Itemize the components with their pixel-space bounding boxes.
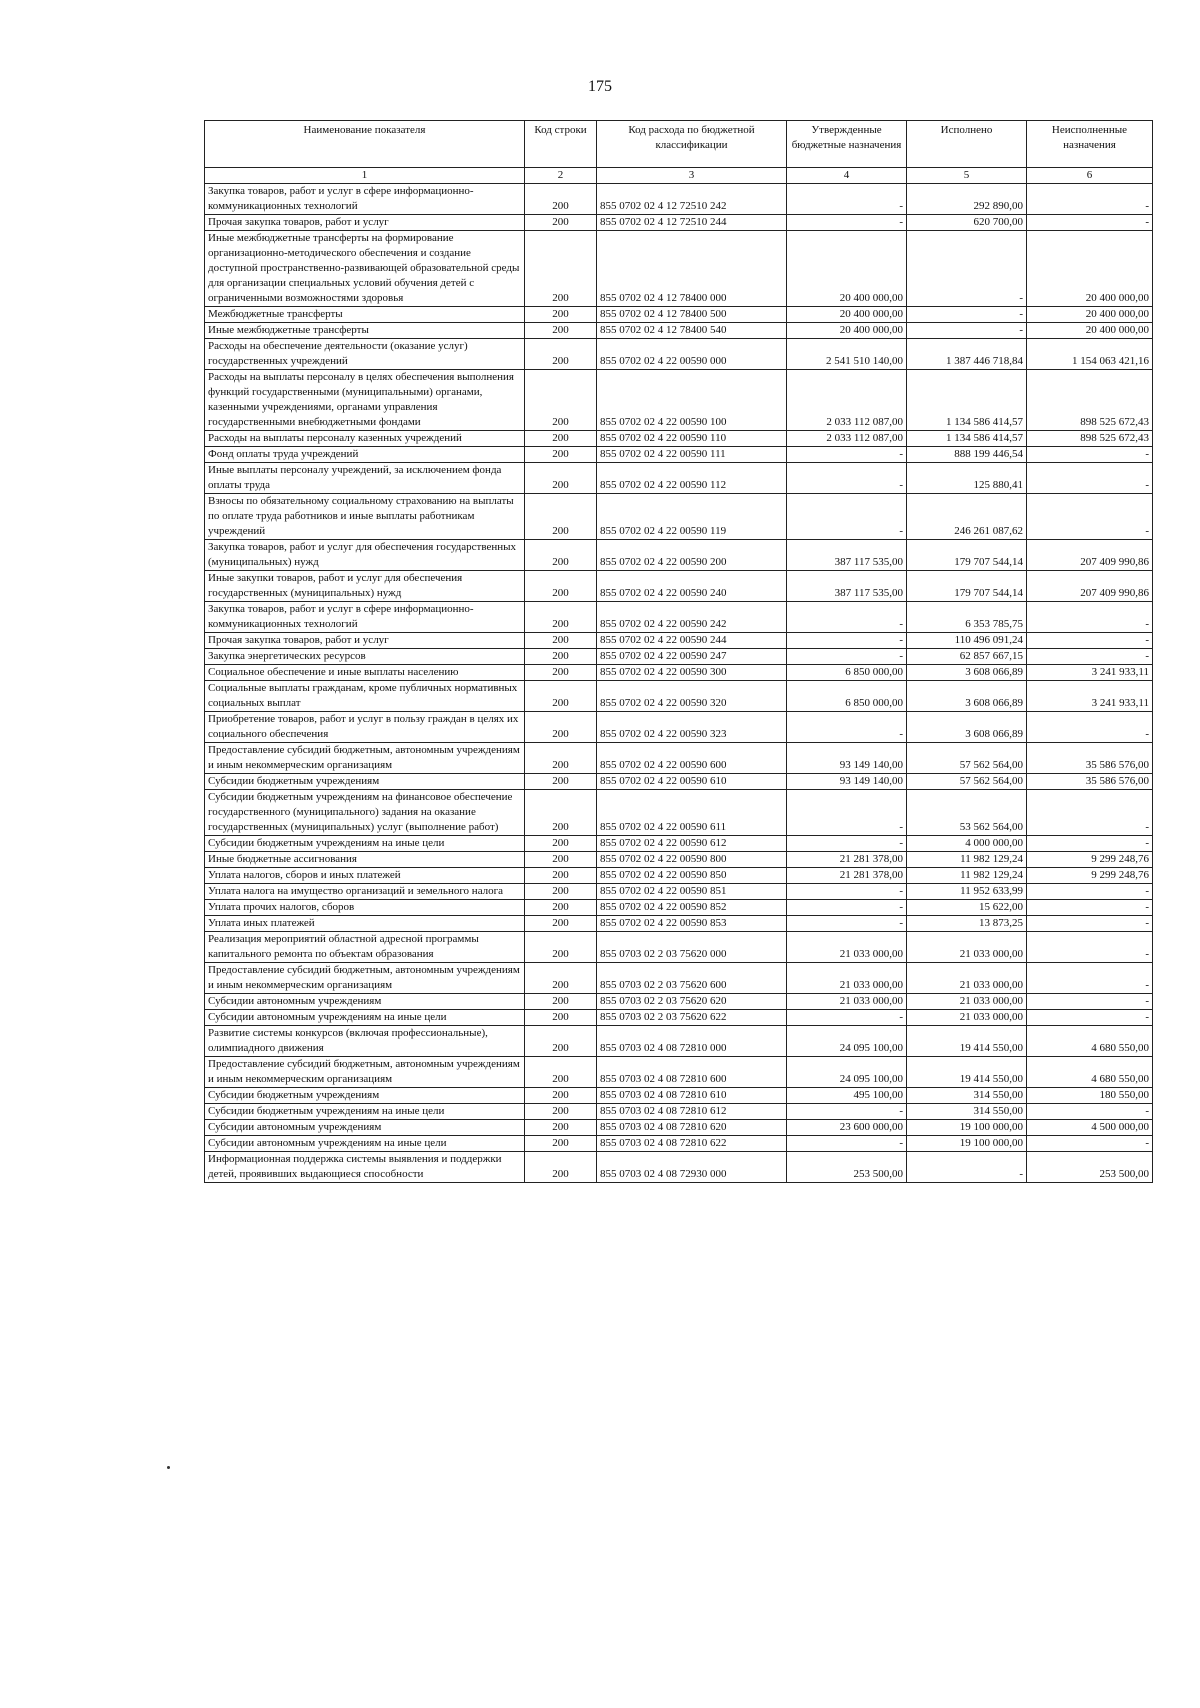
row-unexecuted: - xyxy=(1027,1136,1153,1152)
row-approved: 6 850 000,00 xyxy=(787,681,907,712)
row-executed: 13 873,25 xyxy=(907,916,1027,932)
row-approved: 21 033 000,00 xyxy=(787,932,907,963)
row-unexecuted: 3 241 933,11 xyxy=(1027,665,1153,681)
row-name: Уплата налогов, сборов и иных платежей xyxy=(205,868,525,884)
row-executed: - xyxy=(907,323,1027,339)
row-unexecuted: - xyxy=(1027,836,1153,852)
row-executed: 1 134 586 414,57 xyxy=(907,370,1027,431)
table-row xyxy=(205,633,1153,649)
row-line-code: 200 xyxy=(525,1057,597,1088)
table-row xyxy=(205,494,1153,540)
stray-dot xyxy=(167,1466,170,1469)
row-unexecuted: 253 500,00 xyxy=(1027,1152,1153,1183)
row-name: Иные бюджетные ассигнования xyxy=(205,852,525,868)
row-line-code: 200 xyxy=(525,790,597,836)
table-row xyxy=(205,649,1153,665)
row-name: Расходы на выплаты персоналу в целях обеспечения выполнения функций государственными (муниципальными) органами, казенными учреждениями, органами управления государственными внебюджетными фондами xyxy=(205,370,525,431)
row-unexecuted: - xyxy=(1027,884,1153,900)
table-row xyxy=(205,1026,1153,1057)
row-name: Уплата налога на имущество организаций и земельного налога xyxy=(205,884,525,900)
row-approved: - xyxy=(787,884,907,900)
table-row xyxy=(205,932,1153,963)
row-approved: - xyxy=(787,836,907,852)
row-executed: 110 496 091,24 xyxy=(907,633,1027,649)
row-expense-code: 855 0703 02 4 08 72810 610 xyxy=(597,1088,787,1104)
row-line-code: 200 xyxy=(525,571,597,602)
row-unexecuted: 20 400 000,00 xyxy=(1027,231,1153,307)
row-expense-code: 855 0703 02 4 08 72810 620 xyxy=(597,1120,787,1136)
row-expense-code: 855 0702 02 4 22 00590 119 xyxy=(597,494,787,540)
row-name: Прочая закупка товаров, работ и услуг xyxy=(205,633,525,649)
row-line-code: 200 xyxy=(525,884,597,900)
row-executed: 19 414 550,00 xyxy=(907,1026,1027,1057)
row-expense-code: 855 0702 02 4 22 00590 800 xyxy=(597,852,787,868)
row-name: Расходы на обеспечение деятельности (оказание услуг) государственных учреждений xyxy=(205,339,525,370)
table-row xyxy=(205,994,1153,1010)
row-executed: 3 608 066,89 xyxy=(907,681,1027,712)
table-row xyxy=(205,712,1153,743)
row-executed: 888 199 446,54 xyxy=(907,447,1027,463)
table-body xyxy=(205,184,1153,1183)
table-row xyxy=(205,602,1153,633)
row-name: Приобретение товаров, работ и услуг в пользу граждан в целях их социального обеспечения xyxy=(205,712,525,743)
row-executed: 57 562 564,00 xyxy=(907,743,1027,774)
table-row xyxy=(205,1152,1153,1183)
row-executed: 21 033 000,00 xyxy=(907,963,1027,994)
table-row xyxy=(205,743,1153,774)
header-line-code: Код строки xyxy=(525,121,597,168)
row-approved: - xyxy=(787,633,907,649)
row-expense-code: 855 0703 02 2 03 75620 000 xyxy=(597,932,787,963)
row-executed: 179 707 544,14 xyxy=(907,540,1027,571)
row-line-code: 200 xyxy=(525,900,597,916)
row-approved: 20 400 000,00 xyxy=(787,231,907,307)
row-line-code: 200 xyxy=(525,852,597,868)
row-unexecuted: - xyxy=(1027,790,1153,836)
row-line-code: 200 xyxy=(525,215,597,231)
row-unexecuted: 4 680 550,00 xyxy=(1027,1026,1153,1057)
row-name: Взносы по обязательному социальному страхованию на выплаты по оплате труда работников и иные выплаты работникам учреждений xyxy=(205,494,525,540)
row-expense-code: 855 0702 02 4 12 78400 540 xyxy=(597,323,787,339)
row-line-code: 200 xyxy=(525,712,597,743)
row-executed: 19 414 550,00 xyxy=(907,1057,1027,1088)
row-line-code: 200 xyxy=(525,665,597,681)
row-name: Уплата прочих налогов, сборов xyxy=(205,900,525,916)
row-unexecuted: - xyxy=(1027,602,1153,633)
row-name: Иные закупки товаров, работ и услуг для обеспечения государственных (муниципальных) нужд xyxy=(205,571,525,602)
row-name: Развитие системы конкурсов (включая профессиональные), олимпиадного движения xyxy=(205,1026,525,1057)
row-name: Субсидии бюджетным учреждениям на иные цели xyxy=(205,1104,525,1120)
row-expense-code: 855 0702 02 4 22 00590 611 xyxy=(597,790,787,836)
row-approved: - xyxy=(787,712,907,743)
row-name: Социальные выплаты гражданам, кроме публичных нормативных социальных выплат xyxy=(205,681,525,712)
row-executed: 21 033 000,00 xyxy=(907,932,1027,963)
row-unexecuted: - xyxy=(1027,494,1153,540)
table-row xyxy=(205,916,1153,932)
row-executed: 62 857 667,15 xyxy=(907,649,1027,665)
table-row xyxy=(205,540,1153,571)
row-name: Межбюджетные трансферты xyxy=(205,307,525,323)
table-row xyxy=(205,1010,1153,1026)
row-expense-code: 855 0702 02 4 22 00590 612 xyxy=(597,836,787,852)
row-approved: - xyxy=(787,1104,907,1120)
row-unexecuted: 9 299 248,76 xyxy=(1027,868,1153,884)
table-row xyxy=(205,665,1153,681)
row-executed: - xyxy=(907,1152,1027,1183)
row-approved: 93 149 140,00 xyxy=(787,743,907,774)
row-expense-code: 855 0703 02 4 08 72810 622 xyxy=(597,1136,787,1152)
row-expense-code: 855 0702 02 4 22 00590 850 xyxy=(597,868,787,884)
row-unexecuted: 180 550,00 xyxy=(1027,1088,1153,1104)
row-expense-code: 855 0702 02 4 22 00590 600 xyxy=(597,743,787,774)
column-number-row xyxy=(205,168,1153,184)
row-unexecuted: 207 409 990,86 xyxy=(1027,540,1153,571)
row-unexecuted: 20 400 000,00 xyxy=(1027,307,1153,323)
column-number: 6 xyxy=(1027,168,1153,184)
header-approved: Утвержденные бюджетные назначения xyxy=(787,121,907,168)
row-name: Социальное обеспечение и иные выплаты населению xyxy=(205,665,525,681)
row-executed: 11 982 129,24 xyxy=(907,852,1027,868)
row-unexecuted: - xyxy=(1027,215,1153,231)
table-row xyxy=(205,852,1153,868)
row-name: Субсидии автономным учреждениям xyxy=(205,994,525,1010)
row-approved: 20 400 000,00 xyxy=(787,323,907,339)
row-line-code: 200 xyxy=(525,447,597,463)
row-line-code: 200 xyxy=(525,370,597,431)
row-executed: 3 608 066,89 xyxy=(907,665,1027,681)
row-expense-code: 855 0702 02 4 12 72510 244 xyxy=(597,215,787,231)
table-row xyxy=(205,431,1153,447)
row-line-code: 200 xyxy=(525,231,597,307)
row-line-code: 200 xyxy=(525,307,597,323)
row-line-code: 200 xyxy=(525,540,597,571)
row-name: Иные межбюджетные трансферты xyxy=(205,323,525,339)
row-name: Субсидии автономным учреждениям на иные цели xyxy=(205,1010,525,1026)
row-expense-code: 855 0702 02 4 22 00590 851 xyxy=(597,884,787,900)
row-expense-code: 855 0703 02 2 03 75620 622 xyxy=(597,1010,787,1026)
row-name: Субсидии бюджетным учреждениям xyxy=(205,1088,525,1104)
row-line-code: 200 xyxy=(525,649,597,665)
row-executed: 19 100 000,00 xyxy=(907,1120,1027,1136)
table-row xyxy=(205,884,1153,900)
row-unexecuted: 1 154 063 421,16 xyxy=(1027,339,1153,370)
row-unexecuted: - xyxy=(1027,633,1153,649)
row-name: Предоставление субсидий бюджетным, автономным учреждениям и иным некоммерческим организациям xyxy=(205,963,525,994)
row-approved: - xyxy=(787,494,907,540)
row-approved: - xyxy=(787,215,907,231)
row-executed: 3 608 066,89 xyxy=(907,712,1027,743)
row-line-code: 200 xyxy=(525,494,597,540)
row-unexecuted: - xyxy=(1027,1104,1153,1120)
row-name: Закупка товаров, работ и услуг для обеспечения государственных (муниципальных) нужд xyxy=(205,540,525,571)
table-row xyxy=(205,1088,1153,1104)
row-executed: 19 100 000,00 xyxy=(907,1136,1027,1152)
row-approved: 21 281 378,00 xyxy=(787,852,907,868)
row-executed: 21 033 000,00 xyxy=(907,1010,1027,1026)
row-expense-code: 855 0702 02 4 22 00590 320 xyxy=(597,681,787,712)
table-row xyxy=(205,774,1153,790)
table-row xyxy=(205,681,1153,712)
table-row xyxy=(205,370,1153,431)
budget-execution-table xyxy=(204,120,1153,1183)
row-line-code: 200 xyxy=(525,339,597,370)
row-executed: 292 890,00 xyxy=(907,184,1027,215)
table-row xyxy=(205,184,1153,215)
row-expense-code: 855 0702 02 4 22 00590 112 xyxy=(597,463,787,494)
row-approved: - xyxy=(787,1010,907,1026)
row-name: Предоставление субсидий бюджетным, автономным учреждениям и иным некоммерческим организациям xyxy=(205,743,525,774)
row-executed: 620 700,00 xyxy=(907,215,1027,231)
table-row xyxy=(205,215,1153,231)
row-line-code: 200 xyxy=(525,681,597,712)
table-row xyxy=(205,900,1153,916)
row-expense-code: 855 0702 02 4 22 00590 110 xyxy=(597,431,787,447)
row-name: Субсидии бюджетным учреждениям на иные цели xyxy=(205,836,525,852)
row-expense-code: 855 0702 02 4 22 00590 323 xyxy=(597,712,787,743)
row-unexecuted: 207 409 990,86 xyxy=(1027,571,1153,602)
row-expense-code: 855 0702 02 4 22 00590 300 xyxy=(597,665,787,681)
row-expense-code: 855 0702 02 4 22 00590 100 xyxy=(597,370,787,431)
table-row xyxy=(205,307,1153,323)
table-row xyxy=(205,836,1153,852)
column-number: 3 xyxy=(597,168,787,184)
table-row xyxy=(205,1057,1153,1088)
row-executed: 314 550,00 xyxy=(907,1104,1027,1120)
row-unexecuted: - xyxy=(1027,184,1153,215)
row-approved: 253 500,00 xyxy=(787,1152,907,1183)
row-line-code: 200 xyxy=(525,774,597,790)
row-approved: 21 033 000,00 xyxy=(787,963,907,994)
row-line-code: 200 xyxy=(525,932,597,963)
row-unexecuted: - xyxy=(1027,649,1153,665)
row-name: Реализация мероприятий областной адресной программы капитального ремонта по объектам образования xyxy=(205,932,525,963)
row-line-code: 200 xyxy=(525,1026,597,1057)
row-approved: 2 033 112 087,00 xyxy=(787,370,907,431)
row-unexecuted: - xyxy=(1027,712,1153,743)
row-approved: 20 400 000,00 xyxy=(787,307,907,323)
row-executed: 15 622,00 xyxy=(907,900,1027,916)
row-unexecuted: 3 241 933,11 xyxy=(1027,681,1153,712)
row-unexecuted: 9 299 248,76 xyxy=(1027,852,1153,868)
table-row xyxy=(205,323,1153,339)
row-name: Прочая закупка товаров, работ и услуг xyxy=(205,215,525,231)
row-expense-code: 855 0703 02 4 08 72810 000 xyxy=(597,1026,787,1057)
row-line-code: 200 xyxy=(525,633,597,649)
row-expense-code: 855 0702 02 4 22 00590 111 xyxy=(597,447,787,463)
row-approved: 6 850 000,00 xyxy=(787,665,907,681)
row-unexecuted: - xyxy=(1027,916,1153,932)
table-header-row xyxy=(205,121,1153,168)
row-approved: 2 033 112 087,00 xyxy=(787,431,907,447)
row-executed: - xyxy=(907,231,1027,307)
row-unexecuted: - xyxy=(1027,994,1153,1010)
row-approved: - xyxy=(787,649,907,665)
row-unexecuted: 898 525 672,43 xyxy=(1027,370,1153,431)
row-line-code: 200 xyxy=(525,431,597,447)
row-unexecuted: - xyxy=(1027,1010,1153,1026)
row-name: Расходы на выплаты персоналу казенных учреждений xyxy=(205,431,525,447)
row-executed: 57 562 564,00 xyxy=(907,774,1027,790)
row-unexecuted: 4 680 550,00 xyxy=(1027,1057,1153,1088)
row-approved: 24 095 100,00 xyxy=(787,1057,907,1088)
row-approved: 24 095 100,00 xyxy=(787,1026,907,1057)
row-line-code: 200 xyxy=(525,1104,597,1120)
row-name: Иные выплаты персоналу учреждений, за исключением фонда оплаты труда xyxy=(205,463,525,494)
row-line-code: 200 xyxy=(525,743,597,774)
row-approved: 93 149 140,00 xyxy=(787,774,907,790)
row-line-code: 200 xyxy=(525,1136,597,1152)
row-executed: 125 880,41 xyxy=(907,463,1027,494)
row-line-code: 200 xyxy=(525,1152,597,1183)
row-name: Закупка энергетических ресурсов xyxy=(205,649,525,665)
row-line-code: 200 xyxy=(525,836,597,852)
row-line-code: 200 xyxy=(525,463,597,494)
row-name: Предоставление субсидий бюджетным, автономным учреждениям и иным некоммерческим организациям xyxy=(205,1057,525,1088)
row-expense-code: 855 0703 02 2 03 75620 600 xyxy=(597,963,787,994)
row-expense-code: 855 0702 02 4 22 00590 200 xyxy=(597,540,787,571)
row-line-code: 200 xyxy=(525,1088,597,1104)
row-expense-code: 855 0702 02 4 22 00590 852 xyxy=(597,900,787,916)
row-approved: 387 117 535,00 xyxy=(787,540,907,571)
row-line-code: 200 xyxy=(525,916,597,932)
row-name: Закупка товаров, работ и услуг в сфере информационно-коммуникационных технологий xyxy=(205,602,525,633)
row-unexecuted: - xyxy=(1027,463,1153,494)
row-expense-code: 855 0702 02 4 12 78400 500 xyxy=(597,307,787,323)
row-name: Информационная поддержка системы выявления и поддержки детей, проявивших выдающиеся способности xyxy=(205,1152,525,1183)
row-name: Субсидии бюджетным учреждениям xyxy=(205,774,525,790)
row-approved: - xyxy=(787,184,907,215)
row-executed: 179 707 544,14 xyxy=(907,571,1027,602)
row-expense-code: 855 0702 02 4 22 00590 610 xyxy=(597,774,787,790)
table-row xyxy=(205,790,1153,836)
row-executed: 21 033 000,00 xyxy=(907,994,1027,1010)
row-line-code: 200 xyxy=(525,1120,597,1136)
header-indicator-name: Наименование показателя xyxy=(205,121,525,168)
row-unexecuted: 35 586 576,00 xyxy=(1027,774,1153,790)
row-approved: 21 033 000,00 xyxy=(787,994,907,1010)
row-name: Закупка товаров, работ и услуг в сфере информационно-коммуникационных технологий xyxy=(205,184,525,215)
row-executed: 1 387 446 718,84 xyxy=(907,339,1027,370)
row-approved: - xyxy=(787,602,907,633)
row-approved: 23 600 000,00 xyxy=(787,1120,907,1136)
row-unexecuted: - xyxy=(1027,932,1153,963)
row-expense-code: 855 0702 02 4 22 00590 247 xyxy=(597,649,787,665)
table-row xyxy=(205,963,1153,994)
table-row xyxy=(205,231,1153,307)
row-unexecuted: 20 400 000,00 xyxy=(1027,323,1153,339)
row-unexecuted: - xyxy=(1027,900,1153,916)
row-executed: 11 952 633,99 xyxy=(907,884,1027,900)
row-unexecuted: 35 586 576,00 xyxy=(1027,743,1153,774)
row-expense-code: 855 0703 02 4 08 72930 000 xyxy=(597,1152,787,1183)
row-approved: - xyxy=(787,463,907,494)
row-approved: 387 117 535,00 xyxy=(787,571,907,602)
row-expense-code: 855 0703 02 4 08 72810 612 xyxy=(597,1104,787,1120)
row-expense-code: 855 0702 02 4 22 00590 242 xyxy=(597,602,787,633)
row-line-code: 200 xyxy=(525,323,597,339)
row-executed: 1 134 586 414,57 xyxy=(907,431,1027,447)
table-row xyxy=(205,571,1153,602)
header-unexecuted: Неисполненные назначения xyxy=(1027,121,1153,168)
table-row xyxy=(205,463,1153,494)
row-unexecuted: - xyxy=(1027,963,1153,994)
header-expense-code: Код расхода по бюджетной классификации xyxy=(597,121,787,168)
table-row xyxy=(205,1120,1153,1136)
row-approved: - xyxy=(787,916,907,932)
column-number: 4 xyxy=(787,168,907,184)
table-row xyxy=(205,868,1153,884)
row-unexecuted: - xyxy=(1027,447,1153,463)
row-executed: 4 000 000,00 xyxy=(907,836,1027,852)
row-line-code: 200 xyxy=(525,1010,597,1026)
table-row xyxy=(205,447,1153,463)
row-executed: 6 353 785,75 xyxy=(907,602,1027,633)
row-executed: 53 562 564,00 xyxy=(907,790,1027,836)
row-line-code: 200 xyxy=(525,868,597,884)
row-approved: - xyxy=(787,1136,907,1152)
row-line-code: 200 xyxy=(525,602,597,633)
column-number: 2 xyxy=(525,168,597,184)
row-expense-code: 855 0702 02 4 12 78400 000 xyxy=(597,231,787,307)
row-name: Уплата иных платежей xyxy=(205,916,525,932)
table-row xyxy=(205,1104,1153,1120)
row-name: Фонд оплаты труда учреждений xyxy=(205,447,525,463)
row-line-code: 200 xyxy=(525,963,597,994)
table-row xyxy=(205,339,1153,370)
row-approved: 495 100,00 xyxy=(787,1088,907,1104)
page-number: 175 xyxy=(588,78,612,95)
row-executed: - xyxy=(907,307,1027,323)
table-row xyxy=(205,1136,1153,1152)
column-number: 1 xyxy=(205,168,525,184)
row-approved: 2 541 510 140,00 xyxy=(787,339,907,370)
row-expense-code: 855 0703 02 4 08 72810 600 xyxy=(597,1057,787,1088)
row-approved: - xyxy=(787,790,907,836)
row-name: Субсидии бюджетным учреждениям на финансовое обеспечение государственного (муниципального) задания на оказание государственных (муниципальных) услуг (выполнение работ) xyxy=(205,790,525,836)
row-expense-code: 855 0703 02 2 03 75620 620 xyxy=(597,994,787,1010)
row-executed: 246 261 087,62 xyxy=(907,494,1027,540)
row-executed: 11 982 129,24 xyxy=(907,868,1027,884)
row-expense-code: 855 0702 02 4 22 00590 853 xyxy=(597,916,787,932)
row-unexecuted: 4 500 000,00 xyxy=(1027,1120,1153,1136)
row-line-code: 200 xyxy=(525,184,597,215)
row-unexecuted: 898 525 672,43 xyxy=(1027,431,1153,447)
row-expense-code: 855 0702 02 4 22 00590 244 xyxy=(597,633,787,649)
row-name: Субсидии автономным учреждениям xyxy=(205,1120,525,1136)
row-name: Субсидии автономным учреждениям на иные цели xyxy=(205,1136,525,1152)
row-approved: - xyxy=(787,900,907,916)
row-executed: 314 550,00 xyxy=(907,1088,1027,1104)
row-expense-code: 855 0702 02 4 12 72510 242 xyxy=(597,184,787,215)
row-expense-code: 855 0702 02 4 22 00590 240 xyxy=(597,571,787,602)
row-name: Иные межбюджетные трансферты на формирование организационно-методического обеспечения и создание доступной пространственно-развивающей образовательной среды для организации специальных условий обучения детей с ограниченными возможностями здоровья xyxy=(205,231,525,307)
row-approved: - xyxy=(787,447,907,463)
column-number: 5 xyxy=(907,168,1027,184)
row-line-code: 200 xyxy=(525,994,597,1010)
row-expense-code: 855 0702 02 4 22 00590 000 xyxy=(597,339,787,370)
header-executed: Исполнено xyxy=(907,121,1027,168)
row-approved: 21 281 378,00 xyxy=(787,868,907,884)
